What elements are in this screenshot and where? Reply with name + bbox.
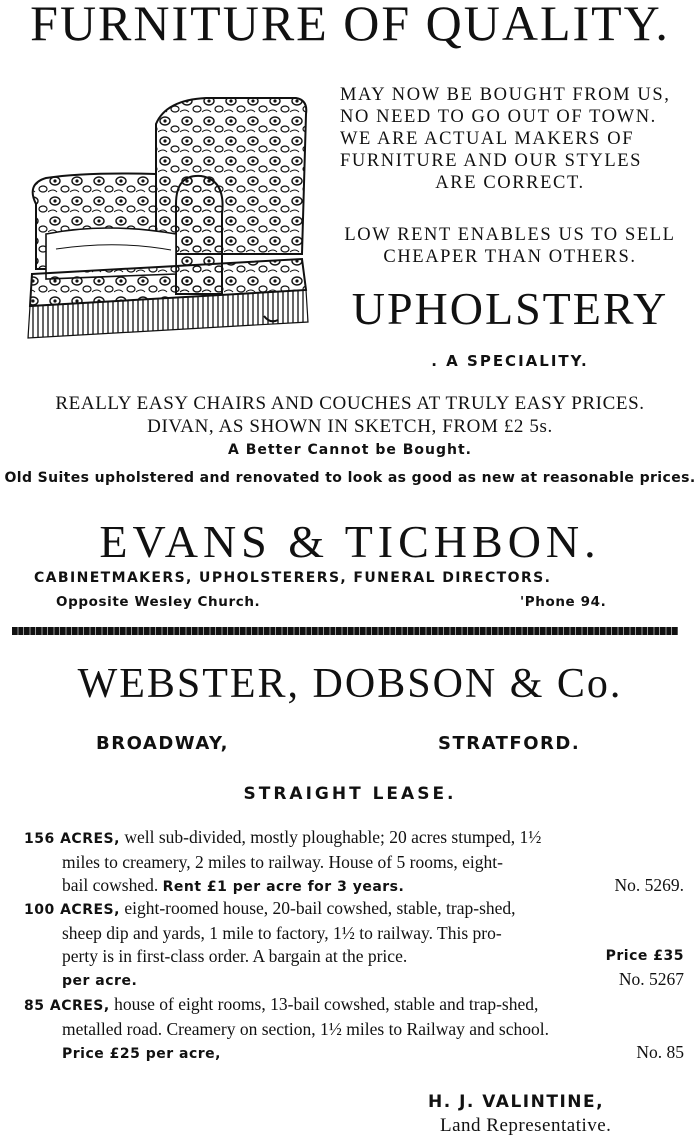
speciality-label: . A SPECIALITY. <box>431 352 589 370</box>
divider-rule <box>12 627 678 635</box>
listing-price-unit: per acre. <box>62 973 138 989</box>
listing-item <box>24 897 684 993</box>
divan-price-line: DIVAN, AS SHOWN IN SKETCH, FROM £2 5s. <box>147 416 553 437</box>
listing-text: perty is in first-class order. A bargain at the price. <box>62 946 408 966</box>
listing-item <box>24 826 684 899</box>
place-right: STRATFORD. <box>438 733 581 754</box>
listing-acres: 156 ACRES, <box>24 831 120 847</box>
old-suites-line: Old Suites upholstered and renovated to look as good as new at reasonable prices. <box>4 470 696 486</box>
place-left: BROADWAY, <box>96 733 229 754</box>
listing-text: eight-roomed house, 20-bail cowshed, stable, trap-shed, <box>124 898 516 918</box>
listing-item <box>24 993 684 1066</box>
listing-text: sheep dip and yards, 1 mile to factory, 1½ to railway. This pro- <box>62 923 502 943</box>
firm-name: WEBSTER, DOBSON & Co. <box>77 661 623 707</box>
listing-acres: 85 ACRES, <box>24 998 110 1014</box>
intro-line: WE ARE ACTUAL MAKERS OF <box>340 129 635 149</box>
rent-line: CHEAPER THAN OTHERS. <box>383 247 637 267</box>
location-line: Opposite Wesley Church. <box>56 594 261 610</box>
listing-text: well sub-divided, mostly ploughable; 20 acres stumped, 1½ <box>124 827 542 847</box>
listing-acres: 100 ACRES, <box>24 902 120 918</box>
agent-title: Land Representative. <box>440 1115 612 1136</box>
agent-name: H. J. VALINTINE, <box>428 1092 605 1112</box>
listing-text: metalled road. Creamery on section, 1½ miles to Railway and school. <box>62 1019 549 1039</box>
listing-price: Price £25 per acre, <box>62 1046 221 1062</box>
listing-text: miles to creamery, 2 miles to railway. House of 5 rooms, eight- <box>62 852 503 872</box>
listing-rent: Rent £1 per acre for 3 years. <box>162 879 405 895</box>
intro-line: ARE CORRECT. <box>435 173 585 193</box>
listing-price: Price £35 <box>605 948 684 964</box>
listing-text: house of eight rooms, 13-bail cowshed, stable and trap-shed, <box>114 994 539 1014</box>
intro-line: MAY NOW BE BOUGHT FROM US, <box>340 85 671 105</box>
listing-text: bail cowshed. <box>62 875 159 895</box>
easy-chairs-line: REALLY EASY CHAIRS AND COUCHES AT TRULY EASY PRICES. <box>55 393 645 414</box>
listing-number: No. 5269. <box>614 875 684 895</box>
sofa-sketch-illustration <box>26 94 316 344</box>
upholstery-heading: UPHOLSTERY <box>351 283 669 334</box>
headline: FURNITURE OF QUALITY. <box>30 0 670 51</box>
trades-line: CABINETMAKERS, UPHOLSTERERS, FUNERAL DIRECTORS. <box>34 570 552 586</box>
firm-name: EVANS & TICHBON. <box>99 516 601 567</box>
phone-number: 'Phone 94. <box>520 594 607 610</box>
listing-number: No. 5267 <box>618 969 684 989</box>
listing-number: No. 85 <box>636 1042 684 1062</box>
intro-line: FURNITURE AND OUR STYLES <box>340 151 643 171</box>
better-line: A Better Cannot be Bought. <box>227 442 473 458</box>
rent-line: LOW RENT ENABLES US TO SELL <box>344 225 676 245</box>
intro-line: NO NEED TO GO OUT OF TOWN. <box>340 107 657 127</box>
section-heading: STRAIGHT LEASE. <box>243 784 457 804</box>
